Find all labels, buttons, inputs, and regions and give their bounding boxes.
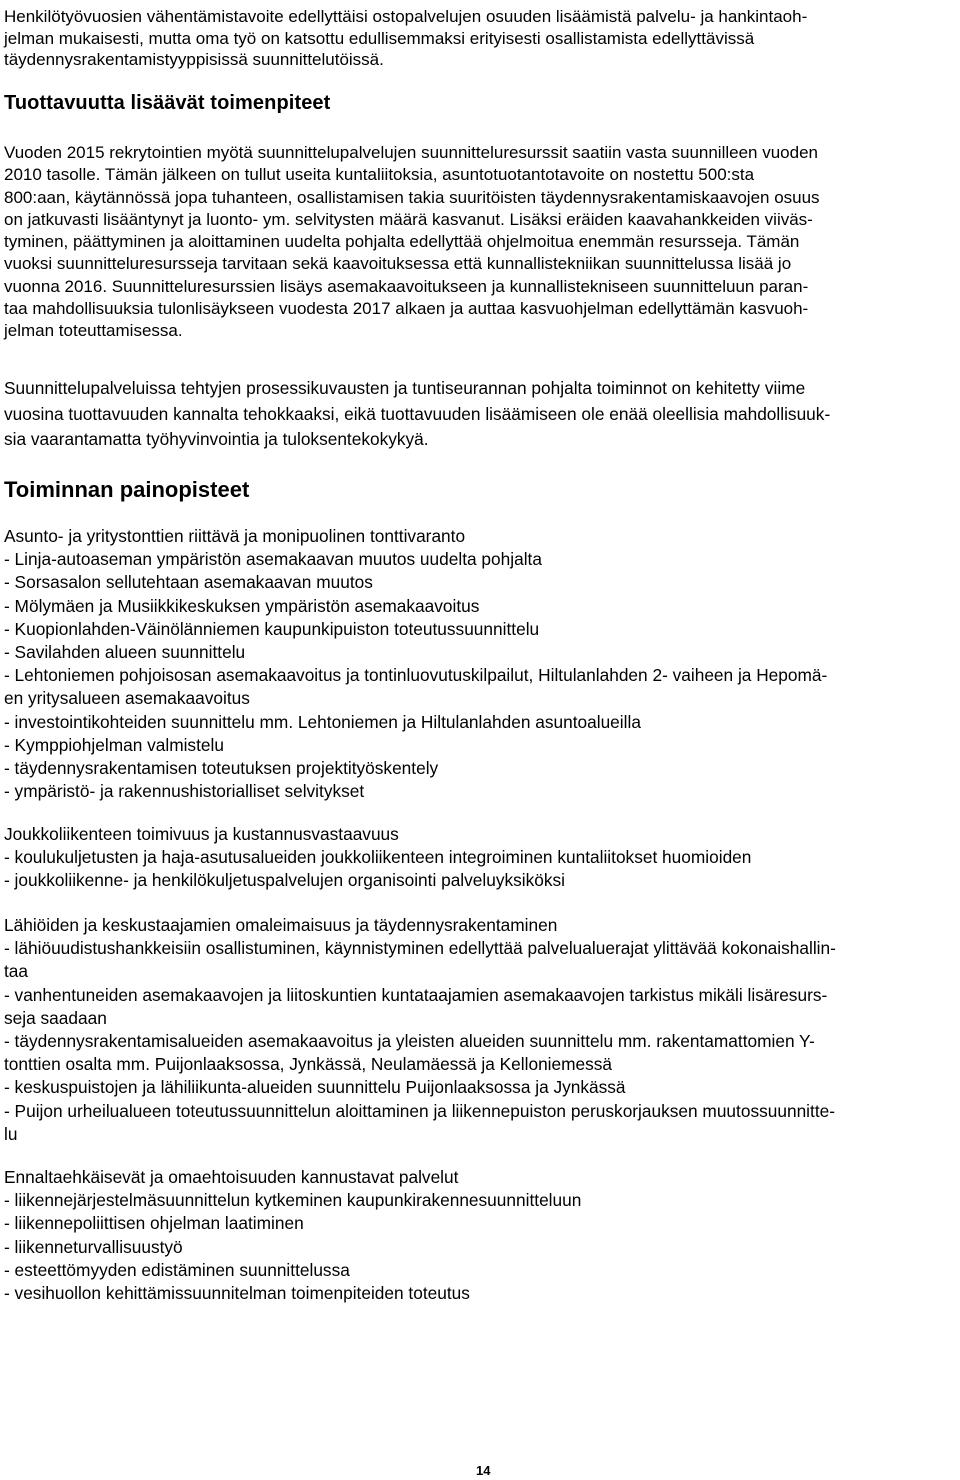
list-item: - liikennejärjestelmäsuunnittelun kytkeminen kaupunkirakennesuunnitteluun — [4, 1190, 582, 1211]
text-line: jelman mukaisesti, mutta oma työ on katsottu edullisemmaksi erityisesti osallistamista edellyttävissä — [4, 28, 755, 48]
section-heading-focus: Toiminnan painopisteet — [4, 477, 250, 502]
focus-section-suburbs — [4, 914, 956, 1146]
text-line: Henkilötyövuosien vähentämistavoite edellyttäisi ostopalvelujen osuuden lisäämistä palvelu- ja hankintaoh- — [4, 7, 808, 26]
text-line: 2010 tasolle. Tämän jälkeen on tullut useita kuntaliitoksia, asuntotuotantotavoite on nostettu 500:sta — [4, 165, 755, 185]
text-line: täydennysrakentamistyyppisissä suunnittelutöissä. — [4, 50, 384, 69]
list-item: taa — [4, 961, 29, 982]
list-item: - täydennysrakentamisen toteutuksen projektityöskentely — [4, 758, 439, 779]
section-heading-productivity: Tuottavuutta lisäävät toimenpiteet — [4, 92, 331, 114]
list-item: - liikennepoliittisen ohjelman laatiminen — [4, 1213, 304, 1234]
focus-section-preventive-services — [4, 1166, 956, 1305]
list-item: - esteettömyyden edistäminen suunnittelussa — [4, 1259, 350, 1280]
text-line: tyminen, päättyminen ja aloittaminen uudelta pohjalta edellyttää ohjelmoitua enemmän resursseja. Tämän — [4, 232, 800, 252]
section-title: Joukkoliikenteen toimivuus ja kustannusvastaavuus — [4, 824, 399, 844]
list-item: - Kuopionlahden-Väinölänniemen kaupunkipuiston toteutussuunnittelu — [4, 618, 540, 639]
list-item: lu — [4, 1123, 18, 1144]
list-item: - liikenneturvallisuustyö — [4, 1236, 183, 1257]
section-title: Lähiöiden ja keskustaajamien omaleimaisuus ja täydennysrakentaminen — [4, 915, 558, 935]
productivity-paragraph — [4, 142, 954, 343]
list-item: - joukkoliikenne- ja henkilökuljetuspalvelujen organisointi palveluyksiköksi — [4, 870, 565, 891]
section-title: Ennaltaehkäisevät ja omaehtoisuuden kannustavat palvelut — [4, 1167, 459, 1187]
section-title: Asunto- ja yritystonttien riittävä ja monipuolinen tonttivaranto — [4, 526, 466, 546]
list-item: tonttien osalta mm. Puijonlaaksossa, Jynkässä, Neulamäessä ja Kelloniemessä — [4, 1054, 613, 1075]
text-line: Vuoden 2015 rekrytointien myötä suunnittelupalvelujen suunnitteluresurssit saatiin vasta suunnilleen vuoden — [4, 143, 818, 162]
list-item: - Lehtoniemen pohjoisosan asemakaavoitus ja tontinluovutuskilpailut, Hiltulanlahden 2- vaiheen ja Hepomä- — [4, 665, 828, 686]
text-line: sia vaarantamatta työhyvinvointia ja tuloksentekokykyä. — [4, 429, 429, 449]
list-item: - investointikohteiden suunnittelu mm. Lehtoniemen ja Hiltulanlahden asuntoalueilla — [4, 711, 641, 732]
list-item: seja saadaan — [4, 1007, 107, 1028]
text-line: 800:aan, käytännössä jopa tuhanteen, osallistamisen takia suuritöisten täydennysrakentamiskaavojen osuus — [4, 187, 820, 207]
list-item: - vesihuollon kehittämissuunnitelman toimenpiteiden toteutus — [4, 1283, 470, 1304]
text-line: on jatkuvasti lisääntynyt ja luonto- ym. selvitysten määrä kasvanut. Lisäksi eräiden kaavahankkeiden viiväs- — [4, 209, 813, 229]
list-item: - Savilahden alueen suunnittelu — [4, 642, 246, 663]
list-item: - täydennysrakentamisalueiden asemakaavoitus ja yleisten alueiden suunnittelu mm. rakentamattomien Y- — [4, 1031, 815, 1052]
text-line: vuonna 2016. Suunnitteluresurssien lisäys asemakaavoitukseen ja kunnallistekniseen suunnitteluun paran- — [4, 276, 809, 296]
list-item: - koulukuljetusten ja haja-asutusalueiden joukkoliikenteen integroiminen kuntaliitokset huomioiden — [4, 847, 752, 868]
text-line: vuoksi suunnitteluresursseja tarvitaan sekä kaavoituksessa että kunnallistekniikan suunnittelussa lisää jo — [4, 254, 792, 274]
list-item: - Kymppiohjelman valmistelu — [4, 734, 224, 755]
text-line: vuosina tuottavuuden kannalta tehokkaaksi, eikä tuottavuuden lisäämiseen ole enää oleellisia mahdollisuuk- — [4, 403, 831, 424]
list-item: - Sorsasalon sellutehtaan asemakaavan muutos — [4, 572, 373, 593]
list-item: en yritysalueen asemakaavoitus — [4, 688, 250, 709]
process-paragraph — [4, 376, 954, 453]
list-item: - keskuspuistojen ja lähiliikunta-alueiden suunnittelu Puijonlaaksossa ja Jynkässä — [4, 1077, 626, 1098]
text-line: jelman toteuttamisessa. — [4, 321, 183, 341]
page-number: 14 — [476, 1463, 491, 1478]
focus-section-public-transport — [4, 823, 956, 893]
intro-paragraph — [4, 6, 956, 71]
text-line: Suunnittelupalveluissa tehtyjen prosessikuvausten ja tuntiseurannan pohjalta toiminnot on kehitetty viime — [4, 378, 806, 398]
list-item: - Linja-autoaseman ympäristön asemakaavan muutos uudelta pohjalta — [4, 549, 542, 570]
list-item: - vanhentuneiden asemakaavojen ja liitoskuntien kuntataajamien asemakaavojen tarkistus mikäli lisäresurs- — [4, 984, 828, 1005]
text-line: taa mahdollisuuksia tulonlisäykseen vuodesta 2017 alkaen ja auttaa kasvuohjelman edellyttämän kasvuoh- — [4, 299, 809, 319]
list-item: - lähiöuudistushankkeisiin osallistuminen, käynnistyminen edellyttää palvelualuerajat ylittävää kokonaishallin- — [4, 938, 836, 959]
focus-section-plots — [4, 525, 956, 803]
list-item: - Puijon urheilualueen toteutussuunnittelun aloittaminen ja liikennepuiston peruskorjauksen muutossuunnitte- — [4, 1100, 835, 1121]
list-item: - ympäristö- ja rakennushistorialliset selvitykset — [4, 781, 365, 802]
list-item: - Mölymäen ja Musiikkikeskuksen ympäristön asemakaavoitus — [4, 595, 480, 616]
